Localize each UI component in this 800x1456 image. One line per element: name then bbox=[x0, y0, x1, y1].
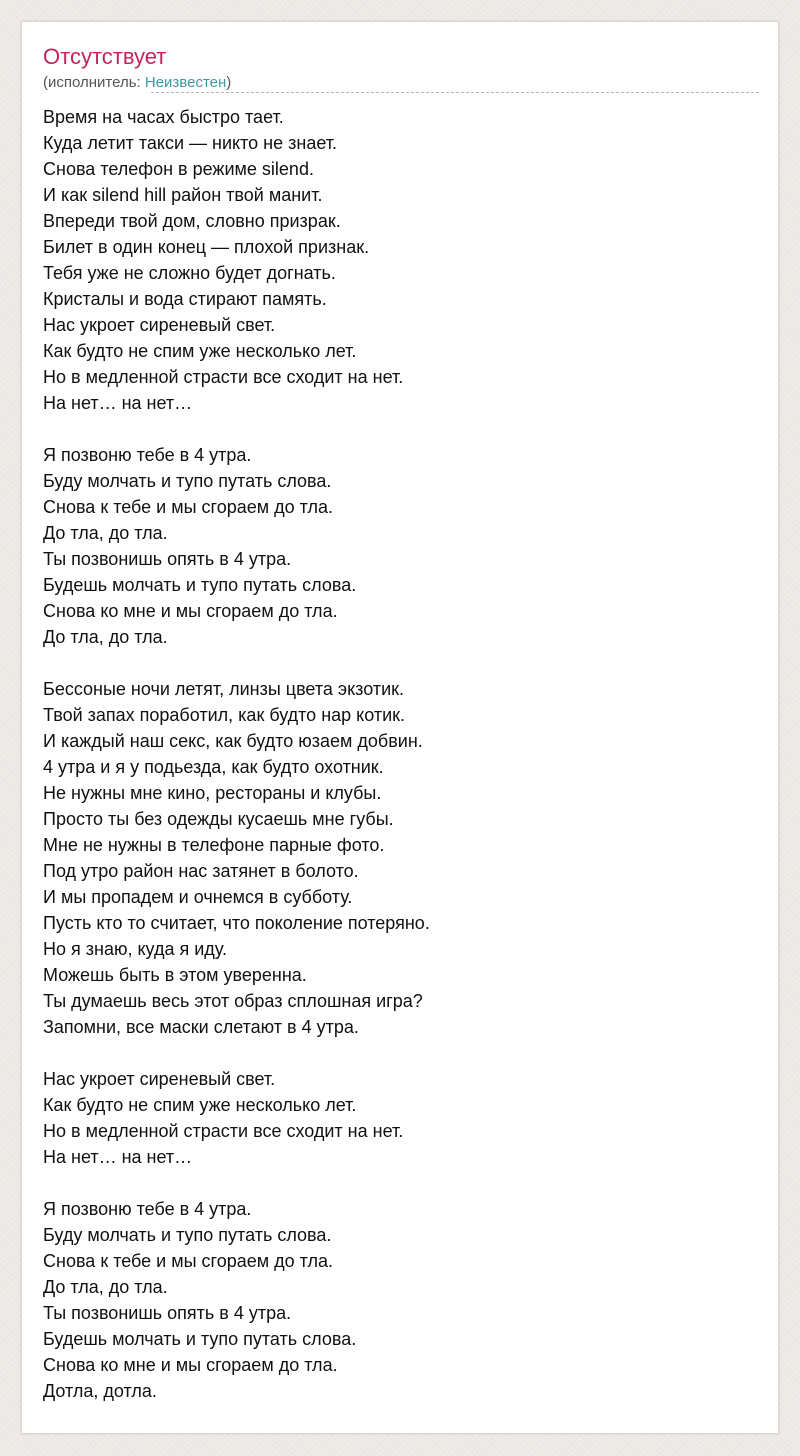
lyric-line: Буду молчать и тупо путать слова. bbox=[43, 471, 332, 491]
lyric-line: Я позвоню тебе в 4 утра. bbox=[43, 445, 252, 465]
stanza-break bbox=[43, 1170, 753, 1196]
lyric-line: Время на часах быстро тает. bbox=[43, 107, 284, 127]
lyric-line: Как будто не спим уже несколько лет. bbox=[43, 1095, 357, 1115]
lyric-line: Ты думаешь весь этот образ сплошная игра? bbox=[43, 991, 423, 1011]
lyric-line: Под утро район нас затянет в болото. bbox=[43, 861, 359, 881]
lyric-line: Будешь молчать и тупо путать слова. bbox=[43, 1329, 357, 1349]
lyric-line: Как будто не спим уже несколько лет. bbox=[43, 341, 357, 361]
lyrics-text bbox=[43, 104, 753, 1404]
lyric-line: Буду молчать и тупо путать слова. bbox=[43, 1225, 332, 1245]
lyric-line: Мне не нужны в телефоне парные фото. bbox=[43, 835, 385, 855]
lyric-line: И как silend hill район твой манит. bbox=[43, 185, 323, 205]
title-separator bbox=[151, 92, 759, 93]
lyric-line: До тла, до тла. bbox=[43, 523, 168, 543]
stanza-break bbox=[43, 650, 753, 676]
lyric-line: Впереди твой дом, словно призрак. bbox=[43, 211, 341, 231]
stanza-break bbox=[43, 416, 753, 442]
lyric-line: 4 утра и я у подьезда, как будто охотник. bbox=[43, 757, 384, 777]
lyric-line: Просто ты без одежды кусаешь мне губы. bbox=[43, 809, 394, 829]
artist-link[interactable]: Неизвестен bbox=[144, 74, 227, 91]
lyric-line: Пусть кто то считает, что поколение потеряно. bbox=[43, 913, 430, 933]
lyric-line: Но в медленной страсти все сходит на нет. bbox=[43, 367, 404, 387]
lyrics-card bbox=[21, 21, 779, 1434]
lyric-line: Запомни, все маски слетают в 4 утра. bbox=[43, 1017, 359, 1037]
lyric-line: До тла, до тла. bbox=[43, 627, 168, 647]
lyric-line: Дотла, дотла. bbox=[43, 1381, 157, 1401]
lyric-line: Можешь быть в этом уверенна. bbox=[43, 965, 307, 985]
lyric-line: Не нужны мне кино, рестораны и клубы. bbox=[43, 783, 382, 803]
lyric-line: До тла, до тла. bbox=[43, 1277, 168, 1297]
lyric-line: Снова ко мне и мы сгораем до тла. bbox=[43, 1355, 338, 1375]
artist-suffix: ) bbox=[226, 74, 232, 91]
lyric-line: Куда летит такси — никто не знает. bbox=[43, 133, 337, 153]
lyric-line: Снова к тебе и мы сгораем до тла. bbox=[43, 1251, 334, 1271]
stanza-break bbox=[43, 1040, 753, 1066]
lyric-line: Но я знаю, куда я иду. bbox=[43, 939, 227, 959]
lyric-line: Кристалы и вода стирают память. bbox=[43, 289, 327, 309]
lyric-line: Нас укроет сиреневый свет. bbox=[43, 315, 276, 335]
lyric-line: Бессоные ночи летят, линзы цвета экзотик. bbox=[43, 679, 405, 699]
lyric-line: Тебя уже не сложно будет догнать. bbox=[43, 263, 336, 283]
song-title: Отсутствует bbox=[43, 44, 167, 69]
lyric-line: Снова телефон в режиме silend. bbox=[43, 159, 314, 179]
artist-line bbox=[43, 74, 231, 92]
lyric-line: На нет… на нет… bbox=[43, 393, 193, 413]
lyric-line: Но в медленной страсти все сходит на нет. bbox=[43, 1121, 404, 1141]
lyric-line: Билет в один конец — плохой признак. bbox=[43, 237, 370, 257]
lyric-line: Я позвоню тебе в 4 утра. bbox=[43, 1199, 252, 1219]
lyric-line: Снова ко мне и мы сгораем до тла. bbox=[43, 601, 338, 621]
lyric-line: И мы пропадем и очнемся в субботу. bbox=[43, 887, 353, 907]
lyric-line: Будешь молчать и тупо путать слова. bbox=[43, 575, 357, 595]
lyric-line: Ты позвонишь опять в 4 утра. bbox=[43, 1303, 292, 1323]
lyric-line: Нас укроет сиреневый свет. bbox=[43, 1069, 276, 1089]
lyric-line: Ты позвонишь опять в 4 утра. bbox=[43, 549, 292, 569]
artist-prefix: (исполнитель: bbox=[43, 74, 145, 91]
lyric-line: Снова к тебе и мы сгораем до тла. bbox=[43, 497, 334, 517]
lyric-line: Твой запах поработил, как будто нар котик. bbox=[43, 705, 406, 725]
lyric-line: На нет… на нет… bbox=[43, 1147, 193, 1167]
lyric-line: И каждый наш секс, как будто юзаем добвин. bbox=[43, 731, 423, 751]
